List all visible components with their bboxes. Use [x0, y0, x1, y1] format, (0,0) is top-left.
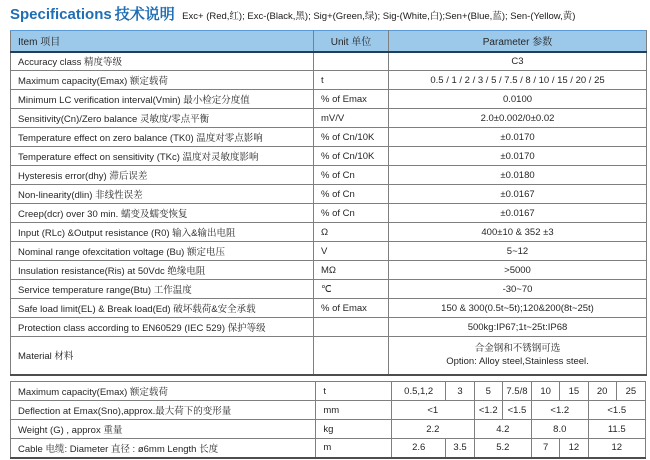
val-cell: 15 — [560, 382, 588, 401]
val-cell: 7.5/8 — [502, 382, 531, 401]
val-cell: <1.5 — [502, 401, 531, 420]
spec-row-min-verification-interval — [11, 90, 647, 109]
param-cell: ±0.0170 — [389, 128, 647, 147]
val-cell: 7 — [532, 439, 560, 458]
spec-row-protection-class — [11, 318, 647, 337]
item-cell: Deflection at Emax(Sno),approx.最大荷下的变形量 — [11, 401, 316, 420]
val-cell: <1.2 — [474, 401, 502, 420]
val-cell: 8.0 — [532, 420, 588, 439]
unit-cell: mm — [316, 401, 392, 420]
capacity-dimensions-table — [10, 381, 646, 459]
item-cell: Nominal range ofexcitation voltage (Bu) 额定电压 — [11, 242, 314, 261]
item-cell: Creep(dcr) over 30 min. 蠕变及蠕变恢复 — [11, 204, 314, 223]
item-cell: Cable 电缆: Diameter 直径 : ø6mm Length 长度 — [11, 439, 316, 458]
spec-row-safe-load-limit — [11, 299, 647, 318]
unit-cell: ℃ — [314, 280, 389, 299]
spec-header-row — [11, 31, 647, 52]
spec-row-sensitivity — [11, 109, 647, 128]
param-cell: 500kg:IP67;1t~25t:IP68 — [389, 318, 647, 337]
header-parameter: Parameter 参数 — [389, 31, 647, 52]
specifications-table — [10, 30, 647, 376]
item-cell: Accuracy class 精度等级 — [11, 52, 314, 71]
wiring-color-legend: Exc+ (Red,红); Exc-(Black,黑); Sig+(Green,绿); Sig-(White,白);Sen+(Blue,蓝); Sen-(Yellow,黄) — [182, 11, 576, 22]
material-cn: 合金钢和不锈钢可选 — [474, 343, 561, 355]
item-cell: Insulation resistance(Ris) at 50Vdc 绝缘电阻 — [11, 261, 314, 280]
spec-row-non-linearity — [11, 185, 647, 204]
unit-cell: % of Cn/10K — [314, 147, 389, 166]
val-cell: 20 — [588, 382, 616, 401]
title-chinese: 技术说明 — [114, 6, 175, 23]
item-cell: Minimum LC verification interval(Vmin) 最小检定分度值 — [11, 90, 314, 109]
param-cell: -30~70 — [389, 280, 647, 299]
dim-row-cable — [11, 439, 646, 458]
param-cell — [389, 337, 647, 375]
material-en: Option: Alloy steel,Stainless steel. — [446, 356, 589, 368]
item-cell: Hysteresis error(dhy) 滞后误差 — [11, 166, 314, 185]
val-cell: 25 — [616, 382, 645, 401]
param-cell: 5~12 — [389, 242, 647, 261]
spec-row-temp-effect-sensitivity — [11, 147, 647, 166]
unit-cell: % of Cn — [314, 166, 389, 185]
unit-cell — [314, 318, 389, 337]
val-cell: 5 — [474, 382, 502, 401]
val-cell: 2.6 — [391, 439, 445, 458]
unit-cell: MΩ — [314, 261, 389, 280]
spec-row-material — [11, 337, 647, 375]
spec-row-creep — [11, 204, 647, 223]
val-cell: 2.2 — [391, 420, 474, 439]
spec-row-service-temperature — [11, 280, 647, 299]
val-cell: 5.2 — [474, 439, 531, 458]
param-cell: >5000 — [389, 261, 647, 280]
spec-row-max-capacity — [11, 71, 647, 90]
spec-row-temp-effect-zero — [11, 128, 647, 147]
header-unit: Unit 单位 — [314, 31, 389, 52]
dim-row-deflection — [11, 401, 646, 420]
unit-cell: % of Cn — [314, 204, 389, 223]
param-cell: 400±10 & 352 ±3 — [389, 223, 647, 242]
val-cell: 12 — [588, 439, 646, 458]
item-cell: Temperature effect on zero balance (TK0) 温度对零点影响 — [11, 128, 314, 147]
param-cell: 2.0±0.002/0±0.02 — [389, 109, 647, 128]
val-cell: <1.2 — [532, 401, 588, 420]
val-cell: <1 — [391, 401, 474, 420]
param-cell: ±0.0167 — [389, 185, 647, 204]
header-item: Item 项目 — [11, 31, 314, 52]
item-cell: Maximum capacity(Emax) 额定载荷 — [11, 382, 316, 401]
unit-cell: V — [314, 242, 389, 261]
param-cell: 0.0100 — [389, 90, 647, 109]
param-cell: ±0.0170 — [389, 147, 647, 166]
unit-cell: % of Emax — [314, 299, 389, 318]
spec-row-excitation-voltage — [11, 242, 647, 261]
dim-row-max-capacity — [11, 382, 646, 401]
spec-row-hysteresis — [11, 166, 647, 185]
item-cell: Safe load limit(EL) & Break load(Ed) 破坏载荷&安全承载 — [11, 299, 314, 318]
item-cell: Maximum capacity(Emax) 额定载荷 — [11, 71, 314, 90]
val-cell: 3.5 — [446, 439, 474, 458]
unit-cell: % of Emax — [314, 90, 389, 109]
spec-row-input-output-resistance — [11, 223, 647, 242]
param-cell: 0.5 / 1 / 2 / 3 / 5 / 7.5 / 8 / 10 / 15 / 20 / 25 — [389, 71, 647, 90]
unit-cell: kg — [316, 420, 392, 439]
item-cell: Non-linearity(dlin) 非线性误差 — [11, 185, 314, 204]
val-cell: 11.5 — [588, 420, 646, 439]
param-cell: ±0.0180 — [389, 166, 647, 185]
unit-cell — [314, 337, 389, 375]
unit-cell: % of Cn/10K — [314, 128, 389, 147]
item-cell: Input (RLc) &Output resistance (R0) 输入&输出电阻 — [11, 223, 314, 242]
unit-cell: % of Cn — [314, 185, 389, 204]
val-cell: 3 — [446, 382, 474, 401]
val-cell: <1.5 — [588, 401, 646, 420]
unit-cell: m — [316, 439, 392, 458]
unit-cell — [314, 52, 389, 71]
param-cell: C3 — [389, 52, 647, 71]
item-cell: Service temperature range(Btu) 工作温度 — [11, 280, 314, 299]
val-cell: 10 — [532, 382, 560, 401]
unit-cell: t — [314, 71, 389, 90]
spec-row-accuracy-class — [11, 52, 647, 71]
item-cell: Material 材料 — [11, 337, 314, 375]
param-cell: 150 & 300(0.5t~5t);120&200(8t~25t) — [389, 299, 647, 318]
title-specifications: Specifications — [10, 6, 112, 23]
unit-cell: Ω — [314, 223, 389, 242]
unit-cell: mV/V — [314, 109, 389, 128]
val-cell: 4.2 — [474, 420, 531, 439]
item-cell: Temperature effect on sensitivity (TKc) 温度对灵敏度影响 — [11, 147, 314, 166]
item-cell: Weight (G) , approx 重量 — [11, 420, 316, 439]
param-cell: ±0.0167 — [389, 204, 647, 223]
val-cell: 12 — [560, 439, 588, 458]
unit-cell: t — [316, 382, 392, 401]
spec-row-insulation-resistance — [11, 261, 647, 280]
val-cell: 0.5,1,2 — [391, 382, 445, 401]
page-title — [10, 3, 648, 24]
item-cell: Sensitivity(Cn)/Zero balance 灵敏度/零点平衡 — [11, 109, 314, 128]
item-cell: Protection class according to EN60529 (IEC 529) 保护等级 — [11, 318, 314, 337]
dim-row-weight — [11, 420, 646, 439]
